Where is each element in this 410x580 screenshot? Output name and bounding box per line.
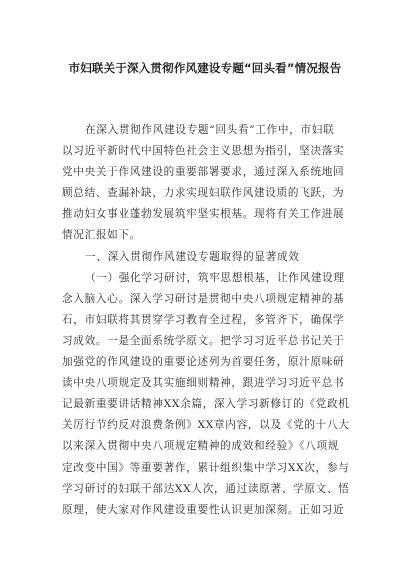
paragraph-line: 石，市妇联将其贯穿学习教育全过程，多管齐下，确保学 — [62, 313, 345, 326]
paragraph-line: 加强党的作风建设的重要论述列为首要任务，原汁原味研 — [62, 356, 345, 369]
paragraph-line: 念入脑入心。深入学习研讨是贯彻中央八项规定精神的基 — [62, 292, 345, 305]
paragraph-line: 学习研讨的妇联干部达XX人次，通过读原著、学原文、悟 — [62, 482, 350, 495]
paragraph-line: 原理，使大家对作风建设重要性认识更加深刻。正如习近 — [62, 503, 345, 516]
paragraph-line: 读中央八项规定及其实施细则精神，跟进学习习近平总书 — [62, 377, 345, 390]
document-body — [62, 120, 350, 521]
paragraph-line: 习成效。一是全面系统学原文。把学习习近平总书记关于 — [62, 334, 345, 347]
paragraph-line: 党中央关于作风建设的重要部署要求，通过深入系统地回 — [62, 166, 345, 179]
paragraph-line: 以来深入贯彻中央八项规定精神的成效和经验》《八项规 — [62, 440, 340, 453]
paragraph-line: 以习近平新时代中国特色社会主义思想为指引，坚决落实 — [62, 145, 345, 158]
paragraph-line: 顾总结、查漏补缺，力求实现妇联作风建设质的飞跃，为 — [62, 187, 345, 200]
section-heading: 一、深入贯彻作风建设专题取得的显著成效 — [85, 250, 300, 263]
paragraph-line: 记最新重要讲话精神XX余篇，深入学习新修订的《党政机 — [62, 398, 350, 411]
paragraph-line: （一）强化学习研讨，筑牢思想根基，让作风建设理 — [85, 271, 345, 284]
paragraph-line: 定改变中国》等重要著作，累计组织集中学习XX次，参与 — [62, 461, 350, 474]
paragraph-line: 在深入贯彻作风建设专题“回头看”工作中，市妇联 — [85, 124, 335, 136]
document-title: 市妇联关于深入贯彻作风建设专题“回头看”情况报告 — [68, 61, 342, 75]
paragraph-line: 情况汇报如下。 — [62, 229, 142, 242]
paragraph-line: 关厉行节约反对浪费条例》XX章内容，以及《党的十八大 — [62, 419, 350, 432]
paragraph-line: 推动妇女事业蓬勃发展筑牢坚实根基。现将有关工作进展 — [62, 208, 345, 221]
